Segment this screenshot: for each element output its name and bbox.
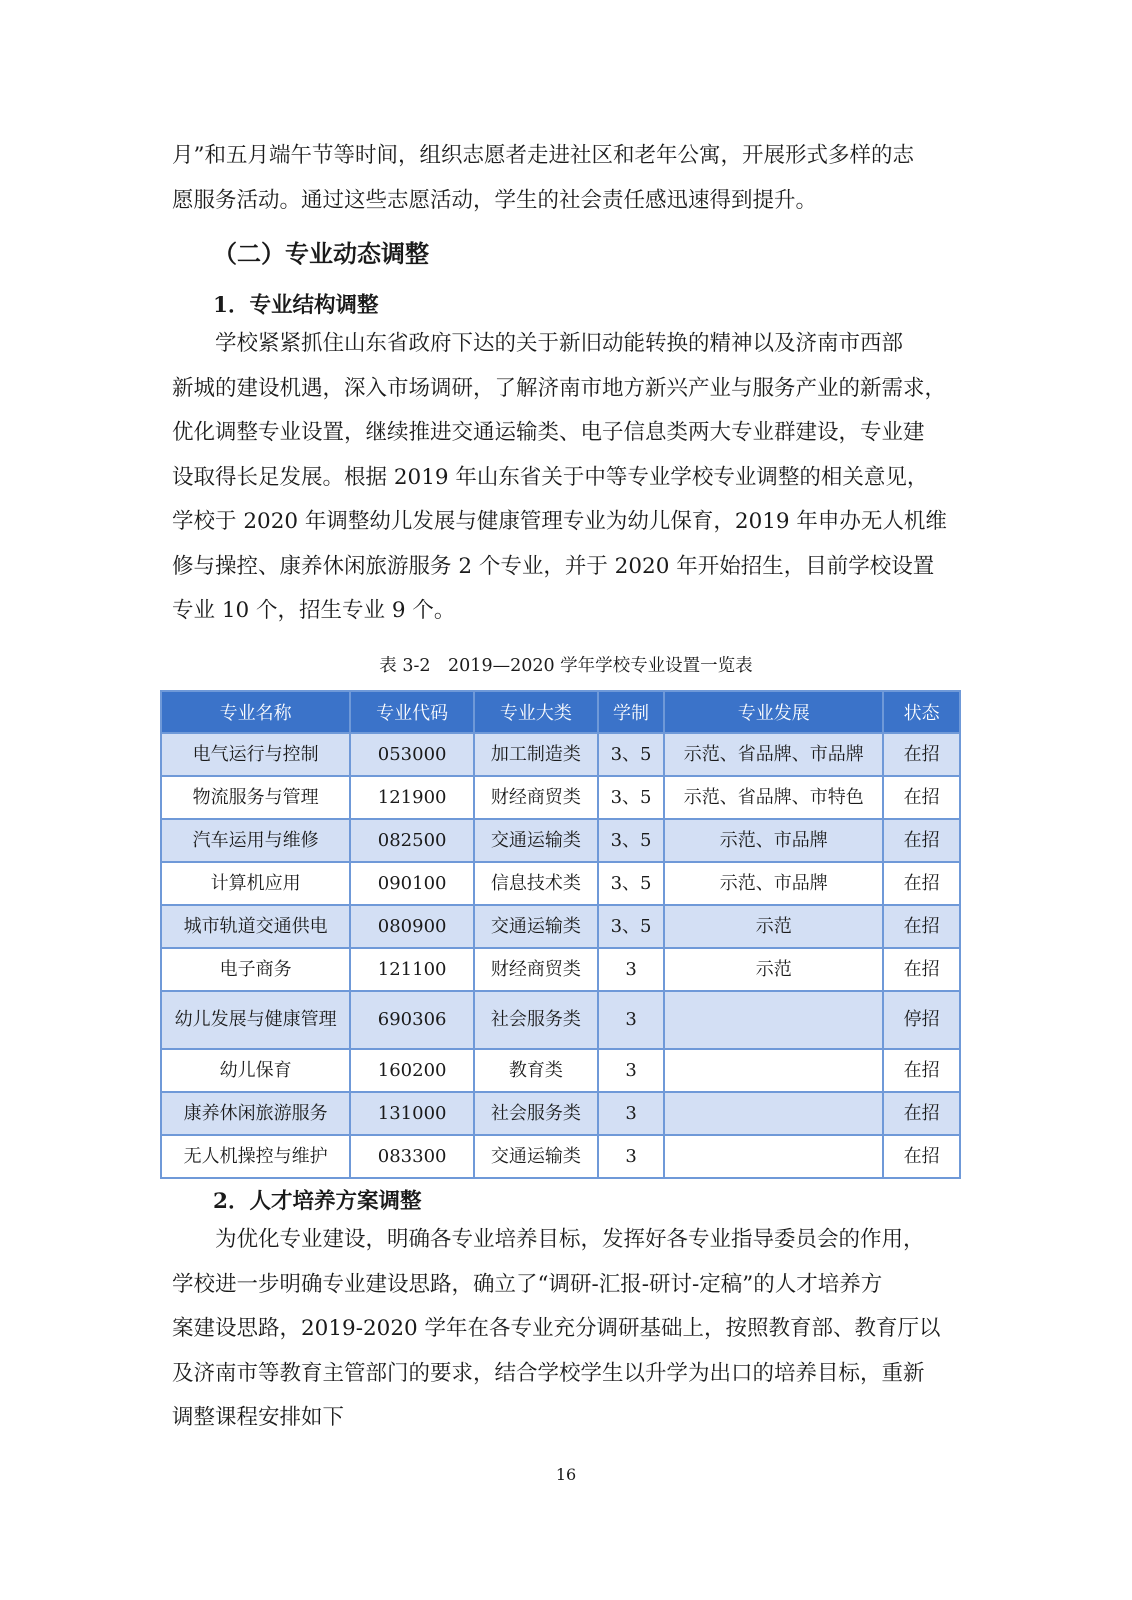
cell-major-code: 090100 — [350, 862, 474, 905]
cell-major-name: 康养休闲旅游服务 — [161, 1092, 350, 1135]
cell-duration: 3 — [598, 1092, 664, 1135]
cell-major-code: 131000 — [350, 1092, 474, 1135]
header-major-code: 专业代码 — [350, 691, 474, 733]
paragraph-line: 修与操控、康养休闲旅游服务 2 个专业，并于 2020 年开始招生，目前学校设置 — [172, 553, 935, 579]
cell-major-name: 城市轨道交通供电 — [161, 905, 350, 948]
cell-duration: 3 — [598, 1135, 664, 1178]
cell-major-name: 汽车运用与维修 — [161, 819, 350, 862]
cell-major-name: 幼儿发展与健康管理 — [161, 991, 350, 1049]
cell-development: 示范、省品牌、市特色 — [664, 776, 883, 819]
cell-category: 社会服务类 — [474, 1092, 598, 1135]
cell-status: 在招 — [883, 733, 960, 776]
header-category: 专业大类 — [474, 691, 598, 733]
subsection-heading-structure: 1．专业结构调整 — [213, 293, 379, 318]
section-heading: （二）专业动态调整 — [213, 239, 429, 268]
paragraph-line: 专业 10 个，招生专业 9 个。 — [172, 598, 456, 623]
header-major-name: 专业名称 — [161, 691, 350, 733]
majors-table — [160, 690, 961, 1179]
cell-major-code: 160200 — [350, 1049, 474, 1092]
intro-line: 月”和五月端午节等时间，组织志愿者走进社区和老年公寓，开展形式多样的志 — [172, 143, 914, 168]
cell-major-code: 121100 — [350, 948, 474, 991]
table-row — [161, 819, 960, 862]
cell-major-name: 幼儿保育 — [161, 1049, 350, 1092]
cell-development: 示范、省品牌、市品牌 — [664, 733, 883, 776]
cell-duration: 3、5 — [598, 733, 664, 776]
cell-category: 加工制造类 — [474, 733, 598, 776]
cell-category: 信息技术类 — [474, 862, 598, 905]
cell-duration: 3、5 — [598, 905, 664, 948]
cell-duration: 3、5 — [598, 776, 664, 819]
header-development: 专业发展 — [664, 691, 883, 733]
cell-development: 示范、市品牌 — [664, 862, 883, 905]
paragraph-line: 学校进一步明确专业建设思路，确立了“调研-汇报-研讨-定稿”的人才培养方 — [172, 1271, 883, 1297]
cell-category: 财经商贸类 — [474, 948, 598, 991]
table-row — [161, 905, 960, 948]
cell-duration: 3 — [598, 948, 664, 991]
table-row — [161, 776, 960, 819]
paragraph-line: 优化调整专业设置，继续推进交通运输类、电子信息类两大专业群建设，专业建 — [172, 420, 925, 445]
cell-major-name: 无人机操控与维护 — [161, 1135, 350, 1178]
paragraph-line: 案建设思路，2019-2020 学年在各专业充分调研基础上，按照教育部、教育厅以 — [172, 1316, 941, 1341]
paragraph-line: 设取得长足发展。根据 2019 年山东省关于中等专业学校专业调整的相关意见， — [172, 464, 929, 490]
table-row — [161, 948, 960, 991]
cell-development — [664, 991, 883, 1049]
table-row — [161, 1092, 960, 1135]
cell-duration: 3 — [598, 991, 664, 1049]
cell-development — [664, 1049, 883, 1092]
cell-category: 财经商贸类 — [474, 776, 598, 819]
cell-major-code: 053000 — [350, 733, 474, 776]
cell-major-code: 083300 — [350, 1135, 474, 1178]
intro-paragraph — [172, 134, 962, 223]
cell-major-name: 物流服务与管理 — [161, 776, 350, 819]
paragraph-line: 为优化专业建设，明确各专业培养目标，发挥好各专业指导委员会的作用， — [215, 1227, 925, 1252]
table-row — [161, 991, 960, 1049]
training-paragraph — [172, 1218, 962, 1441]
table-row — [161, 862, 960, 905]
cell-status: 在招 — [883, 1092, 960, 1135]
paragraph-line: 调整课程安排如下 — [172, 1405, 345, 1430]
cell-status: 在招 — [883, 819, 960, 862]
paragraph-line: 学校紧紧抓住山东省政府下达的关于新旧动能转换的精神以及济南市西部 — [215, 331, 904, 356]
paragraph-line: 及济南市等教育主管部门的要求，结合学校学生以升学为出口的培养目标，重新 — [172, 1360, 925, 1386]
cell-status: 停招 — [883, 991, 960, 1049]
cell-status: 在招 — [883, 948, 960, 991]
table-row — [161, 733, 960, 776]
paragraph-line: 新城的建设机遇，深入市场调研，了解济南市地方新兴产业与服务产业的新需求， — [172, 375, 947, 401]
cell-major-name: 电子商务 — [161, 948, 350, 991]
cell-major-code: 121900 — [350, 776, 474, 819]
cell-major-code: 080900 — [350, 905, 474, 948]
cell-major-name: 电气运行与控制 — [161, 733, 350, 776]
cell-status: 在招 — [883, 862, 960, 905]
cell-category: 社会服务类 — [474, 991, 598, 1049]
paragraph-line: 学校于 2020 年调整幼儿发展与健康管理专业为幼儿保育，2019 年申办无人机维 — [172, 509, 947, 534]
intro-line: 愿服务活动。通过这些志愿活动，学生的社会责任感迅速得到提升。 — [172, 187, 818, 213]
header-duration: 学制 — [598, 691, 664, 733]
cell-status: 在招 — [883, 1135, 960, 1178]
cell-status: 在招 — [883, 776, 960, 819]
page-number: 16 — [555, 1465, 577, 1484]
cell-duration: 3 — [598, 1049, 664, 1092]
cell-major-code: 690306 — [350, 991, 474, 1049]
cell-status: 在招 — [883, 1049, 960, 1092]
table-caption: 表 3-2 2019—2020 学年学校专业设置一览表 — [379, 656, 753, 676]
cell-development — [664, 1135, 883, 1178]
cell-major-name: 计算机应用 — [161, 862, 350, 905]
cell-duration: 3、5 — [598, 819, 664, 862]
subsection-heading-training: 2．人才培养方案调整 — [213, 1189, 422, 1214]
cell-development: 示范 — [664, 948, 883, 991]
cell-category: 交通运输类 — [474, 1135, 598, 1178]
table-row — [161, 1135, 960, 1178]
cell-development: 示范、市品牌 — [664, 819, 883, 862]
cell-development: 示范 — [664, 905, 883, 948]
cell-category: 教育类 — [474, 1049, 598, 1092]
cell-status: 在招 — [883, 905, 960, 948]
cell-duration: 3、5 — [598, 862, 664, 905]
cell-category: 交通运输类 — [474, 905, 598, 948]
cell-category: 交通运输类 — [474, 819, 598, 862]
table-header-row — [161, 691, 960, 733]
structure-paragraph — [172, 322, 962, 634]
table-row — [161, 1049, 960, 1092]
cell-development — [664, 1092, 883, 1135]
header-status: 状态 — [883, 691, 960, 733]
cell-major-code: 082500 — [350, 819, 474, 862]
